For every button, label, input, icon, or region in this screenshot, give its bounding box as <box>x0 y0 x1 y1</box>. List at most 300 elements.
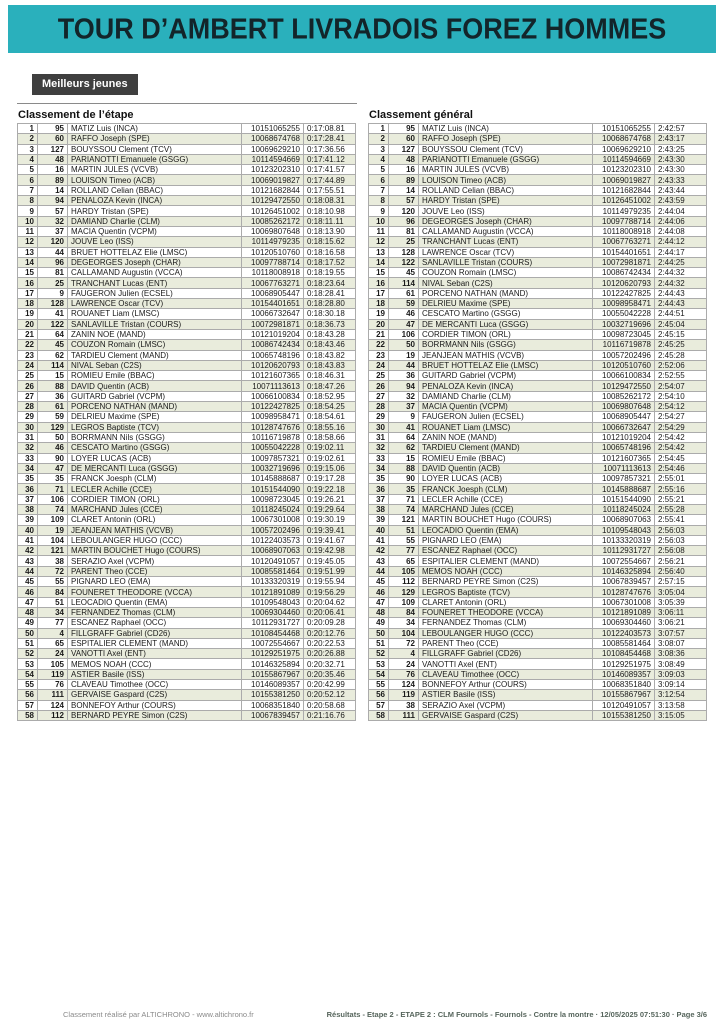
rider-name-cell: MACIA Quentin (VCPM) <box>419 402 593 412</box>
time-cell: 0:18:47.26 <box>304 381 356 391</box>
bib-cell: 32 <box>389 391 419 401</box>
uci-id-cell: 10151544090 <box>242 484 304 494</box>
time-cell: 2:54:29 <box>655 422 707 432</box>
bib-cell: 15 <box>38 371 68 381</box>
time-cell: 0:19:22.18 <box>304 484 356 494</box>
table-row <box>369 257 707 267</box>
uci-id-cell: 10085581464 <box>242 566 304 576</box>
rider-name-cell: HARDY Tristan (SPE) <box>419 196 593 206</box>
time-cell: 2:54:42 <box>655 432 707 442</box>
time-cell: 2:44:04 <box>655 206 707 216</box>
rank-cell: 52 <box>18 649 38 659</box>
bib-cell: 48 <box>389 154 419 164</box>
rider-name-cell: FAUGERON Julien (ECSEL) <box>68 288 242 298</box>
bib-cell: 89 <box>389 175 419 185</box>
rank-cell: 35 <box>18 474 38 484</box>
table-row <box>369 371 707 381</box>
table-row <box>18 412 356 422</box>
bib-cell: 74 <box>389 504 419 514</box>
time-cell: 0:18:17.52 <box>304 257 356 267</box>
table-row <box>18 700 356 710</box>
table-row <box>18 288 356 298</box>
table-row <box>18 196 356 206</box>
bib-cell: 128 <box>389 247 419 257</box>
uci-id-cell: 10065748196 <box>593 443 655 453</box>
table-row <box>18 402 356 412</box>
stage-ranking-title: Classement de l’étape <box>18 109 134 121</box>
rank-cell: 34 <box>369 463 389 473</box>
bib-cell: 94 <box>38 196 68 206</box>
rank-cell: 5 <box>18 165 38 175</box>
bib-cell: 19 <box>38 525 68 535</box>
table-row <box>18 371 356 381</box>
uci-id-cell: 10120620793 <box>593 278 655 288</box>
rank-cell: 30 <box>369 422 389 432</box>
table-row <box>18 432 356 442</box>
uci-id-cell: 10069807648 <box>593 402 655 412</box>
uci-id-cell: 10068351840 <box>242 700 304 710</box>
uci-id-cell: 10151065255 <box>242 124 304 134</box>
rider-name-cell: FERNANDEZ Thomas (CLM) <box>419 618 593 628</box>
rank-cell: 10 <box>369 216 389 226</box>
bib-cell: 51 <box>389 525 419 535</box>
table-row <box>369 628 707 638</box>
rider-name-cell: PIGNARD LEO (EMA) <box>419 535 593 545</box>
bib-cell: 55 <box>389 535 419 545</box>
uci-id-cell: 10121682844 <box>593 185 655 195</box>
table-row <box>369 422 707 432</box>
table-row <box>18 124 356 134</box>
bib-cell: 76 <box>38 680 68 690</box>
bib-cell: 34 <box>389 618 419 628</box>
time-cell: 0:20:26.88 <box>304 649 356 659</box>
bib-cell: 90 <box>389 474 419 484</box>
time-cell: 2:44:51 <box>655 309 707 319</box>
time-cell: 2:56:40 <box>655 566 707 576</box>
bib-cell: 64 <box>38 329 68 339</box>
rider-name-cell: JEANJEAN MATHIS (VCVB) <box>419 350 593 360</box>
time-cell: 3:08:07 <box>655 638 707 648</box>
rider-name-cell: ESPITALIER CLEMENT (MAND) <box>419 556 593 566</box>
bib-cell: 9 <box>38 288 68 298</box>
uci-id-cell: 10146089357 <box>242 680 304 690</box>
time-cell: 0:19:55.94 <box>304 577 356 587</box>
time-cell: 3:13:58 <box>655 700 707 710</box>
rider-name-cell: LEOCADIO Quentin (EMA) <box>419 525 593 535</box>
uci-id-cell: 10146089357 <box>593 669 655 679</box>
table-row <box>18 504 356 514</box>
rider-name-cell: MACIA Quentin (VCPM) <box>68 226 242 236</box>
table-row <box>18 515 356 525</box>
rider-name-cell: LECLER Achille (CCE) <box>68 484 242 494</box>
bib-cell: 47 <box>38 463 68 473</box>
uci-id-cell: 10121607365 <box>593 453 655 463</box>
bib-cell: 88 <box>389 463 419 473</box>
rank-cell: 24 <box>18 360 38 370</box>
rider-name-cell: DAMIAND Charlie (CLM) <box>419 391 593 401</box>
footer-results-info: Résultats - Etape 2 - ETAPE 2 : CLM Fournols - Fournols - Contre la montre · 12/05/2025 07:51:30 · Page 3/6 <box>326 1010 707 1019</box>
rank-cell: 20 <box>18 319 38 329</box>
table-row <box>369 474 707 484</box>
uci-id-cell: 10068907063 <box>593 515 655 525</box>
rank-cell: 13 <box>18 247 38 257</box>
rider-name-cell: TARDIEU Clement (MAND) <box>68 350 242 360</box>
uci-id-cell: 10120510760 <box>242 247 304 257</box>
rider-name-cell: LAWRENCE Oscar (TCV) <box>68 299 242 309</box>
rider-name-cell: JOUVE Leo (ISS) <box>419 206 593 216</box>
bib-cell: 72 <box>38 566 68 576</box>
time-cell: 2:44:17 <box>655 247 707 257</box>
uci-id-cell: 10122403573 <box>593 628 655 638</box>
time-cell: 3:08:36 <box>655 649 707 659</box>
rider-name-cell: MEMOS NOAH (CCC) <box>419 566 593 576</box>
table-row <box>369 669 707 679</box>
uci-id-cell: 10085262172 <box>593 391 655 401</box>
rank-cell: 55 <box>18 680 38 690</box>
rank-cell: 9 <box>18 206 38 216</box>
bib-cell: 111 <box>389 710 419 720</box>
rider-name-cell: BOUYSSOU Clement (TCV) <box>68 144 242 154</box>
time-cell: 3:07:57 <box>655 628 707 638</box>
uci-id-cell: 10098958471 <box>593 299 655 309</box>
table-row <box>369 134 707 144</box>
rider-name-cell: TRANCHANT Lucas (ENT) <box>419 237 593 247</box>
table-row <box>18 268 356 278</box>
rider-name-cell: FILLGRAFF Gabriel (CD26) <box>419 649 593 659</box>
table-row <box>369 196 707 206</box>
rank-cell: 42 <box>18 546 38 556</box>
table-row <box>18 309 356 319</box>
rank-cell: 54 <box>369 669 389 679</box>
table-row <box>18 340 356 350</box>
uci-id-cell: 10097857321 <box>242 453 304 463</box>
rank-cell: 36 <box>18 484 38 494</box>
bib-cell: 19 <box>389 350 419 360</box>
bib-cell: 114 <box>389 278 419 288</box>
rank-cell: 5 <box>369 165 389 175</box>
bib-cell: 128 <box>38 299 68 309</box>
table-row <box>369 144 707 154</box>
rank-cell: 18 <box>369 299 389 309</box>
time-cell: 0:18:43.28 <box>304 329 356 339</box>
rank-cell: 48 <box>18 607 38 617</box>
table-row <box>18 638 356 648</box>
bib-cell: 96 <box>38 257 68 267</box>
rank-cell: 25 <box>369 371 389 381</box>
rider-name-cell: MARTIN JULES (VCVB) <box>419 165 593 175</box>
rider-name-cell: CESCATO Martino (GSGG) <box>68 443 242 453</box>
rider-name-cell: ROUANET Liam (LMSC) <box>419 422 593 432</box>
time-cell: 2:54:42 <box>655 443 707 453</box>
time-cell: 0:17:44.89 <box>304 175 356 185</box>
bib-cell: 24 <box>389 659 419 669</box>
table-row <box>369 607 707 617</box>
rider-name-cell: ESPITALIER CLEMENT (MAND) <box>68 638 242 648</box>
time-cell: 0:18:43.46 <box>304 340 356 350</box>
rider-name-cell: DAVID Quentin (ACB) <box>419 463 593 473</box>
time-cell: 0:20:32.71 <box>304 659 356 669</box>
table-row <box>18 484 356 494</box>
time-cell: 2:44:12 <box>655 237 707 247</box>
rider-name-cell: CORDIER TIMON (ORL) <box>419 329 593 339</box>
rank-cell: 57 <box>18 700 38 710</box>
rider-name-cell: GERVAISE Gaspard (C2S) <box>419 710 593 720</box>
time-cell: 0:19:45.05 <box>304 556 356 566</box>
time-cell: 0:19:39.41 <box>304 525 356 535</box>
rank-cell: 22 <box>369 340 389 350</box>
time-cell: 2:44:43 <box>655 288 707 298</box>
table-row <box>369 247 707 257</box>
time-cell: 0:18:46.31 <box>304 371 356 381</box>
table-row <box>369 319 707 329</box>
uci-id-cell: 10121682844 <box>242 185 304 195</box>
uci-id-cell: 10154401651 <box>242 299 304 309</box>
time-cell: 2:52:06 <box>655 360 707 370</box>
bib-cell: 77 <box>38 618 68 628</box>
time-cell: 0:19:15.06 <box>304 463 356 473</box>
time-cell: 0:18:55.16 <box>304 422 356 432</box>
rider-name-cell: FRANCK Joesph (CLM) <box>419 484 593 494</box>
rider-name-cell: TRANCHANT Lucas (ENT) <box>68 278 242 288</box>
uci-id-cell: 10108454468 <box>593 649 655 659</box>
uci-id-cell: 10067839457 <box>593 577 655 587</box>
bib-cell: 127 <box>389 144 419 154</box>
time-cell: 2:55:41 <box>655 515 707 525</box>
rider-name-cell: LOUISON Timeo (ACB) <box>419 175 593 185</box>
time-cell: 2:52:55 <box>655 371 707 381</box>
rider-name-cell: LEGROS Baptiste (TCV) <box>68 422 242 432</box>
uci-id-cell: 10155381250 <box>242 690 304 700</box>
bib-cell: 109 <box>389 597 419 607</box>
uci-id-cell: 10098723045 <box>242 494 304 504</box>
rider-name-cell: PENALOZA Kevin (INCA) <box>419 381 593 391</box>
time-cell: 3:12:54 <box>655 690 707 700</box>
time-cell: 2:54:10 <box>655 391 707 401</box>
time-cell: 0:20:04.62 <box>304 597 356 607</box>
time-cell: 2:44:32 <box>655 278 707 288</box>
uci-id-cell: 10071113613 <box>242 381 304 391</box>
bib-cell: 46 <box>389 309 419 319</box>
rider-name-cell: ASTIER Basile (ISS) <box>419 690 593 700</box>
footer-credit: Classement réalisé par ALTICHRONO - www.altichrono.fr <box>63 1010 254 1019</box>
rank-cell: 43 <box>369 556 389 566</box>
table-row <box>369 546 707 556</box>
time-cell: 0:18:11.11 <box>304 216 356 226</box>
bib-cell: 74 <box>38 504 68 514</box>
rank-cell: 8 <box>369 196 389 206</box>
table-row <box>18 494 356 504</box>
uci-id-cell: 10055042228 <box>593 309 655 319</box>
bib-cell: 60 <box>389 134 419 144</box>
rider-name-cell: ROLLAND Celian (BBAC) <box>68 185 242 195</box>
rank-cell: 11 <box>369 226 389 236</box>
rank-cell: 12 <box>369 237 389 247</box>
rank-cell: 19 <box>18 309 38 319</box>
time-cell: 0:18:08.31 <box>304 196 356 206</box>
bib-cell: 81 <box>389 226 419 236</box>
bib-cell: 46 <box>38 443 68 453</box>
uci-id-cell: 10122427825 <box>593 288 655 298</box>
table-row <box>369 515 707 525</box>
rider-name-cell: COUZON Romain (LMSC) <box>419 268 593 278</box>
time-cell: 0:20:22.53 <box>304 638 356 648</box>
uci-id-cell: 10146325894 <box>242 659 304 669</box>
table-row <box>18 185 356 195</box>
uci-id-cell: 10155867967 <box>593 690 655 700</box>
rank-cell: 10 <box>18 216 38 226</box>
table-row <box>18 680 356 690</box>
rank-cell: 8 <box>18 196 38 206</box>
rank-cell: 1 <box>18 124 38 134</box>
rank-cell: 49 <box>18 618 38 628</box>
table-row <box>18 577 356 587</box>
time-cell: 2:43:30 <box>655 154 707 164</box>
time-cell: 0:18:23.64 <box>304 278 356 288</box>
rider-name-cell: GUITARD Gabriel (VCPM) <box>68 391 242 401</box>
table-row <box>18 154 356 164</box>
table-row <box>369 710 707 720</box>
rank-cell: 29 <box>369 412 389 422</box>
uci-id-cell: 10057202496 <box>593 350 655 360</box>
general-ranking-title: Classement général <box>369 109 473 121</box>
rider-name-cell: FOUNERET THEODORE (VCCA) <box>419 607 593 617</box>
bib-cell: 95 <box>389 124 419 134</box>
bib-cell: 94 <box>389 381 419 391</box>
bib-cell: 34 <box>38 607 68 617</box>
rider-name-cell: DAMIAND Charlie (CLM) <box>68 216 242 226</box>
rank-cell: 28 <box>369 402 389 412</box>
rider-name-cell: LECLER Achille (CCE) <box>419 494 593 504</box>
uci-id-cell: 10068674768 <box>242 134 304 144</box>
bib-cell: 44 <box>389 360 419 370</box>
rank-cell: 30 <box>18 422 38 432</box>
bib-cell: 38 <box>38 556 68 566</box>
bib-cell: 120 <box>389 206 419 216</box>
rank-cell: 35 <box>369 474 389 484</box>
time-cell: 2:55:01 <box>655 474 707 484</box>
table-row <box>18 350 356 360</box>
bib-cell: 124 <box>38 700 68 710</box>
rider-name-cell: BOUYSSOU Clement (TCV) <box>419 144 593 154</box>
bib-cell: 51 <box>38 597 68 607</box>
table-row <box>18 278 356 288</box>
rank-cell: 28 <box>18 402 38 412</box>
table-row <box>369 278 707 288</box>
time-cell: 0:18:10.98 <box>304 206 356 216</box>
table-row <box>18 649 356 659</box>
uci-id-cell: 10066732647 <box>593 422 655 432</box>
uci-id-cell: 10109548043 <box>593 525 655 535</box>
rank-cell: 55 <box>369 680 389 690</box>
rider-name-cell: SANLAVILLE Tristan (COURS) <box>68 319 242 329</box>
divider <box>17 103 357 104</box>
uci-id-cell: 10121607365 <box>242 371 304 381</box>
time-cell: 3:06:21 <box>655 618 707 628</box>
uci-id-cell: 10133320319 <box>242 577 304 587</box>
time-cell: 0:17:41.12 <box>304 154 356 164</box>
rank-cell: 27 <box>18 391 38 401</box>
uci-id-cell: 10109548043 <box>242 597 304 607</box>
rank-cell: 47 <box>369 597 389 607</box>
uci-id-cell: 10128747676 <box>593 587 655 597</box>
table-row <box>18 556 356 566</box>
time-cell: 0:21:16.76 <box>304 710 356 720</box>
bib-cell: 105 <box>38 659 68 669</box>
uci-id-cell: 10114594669 <box>593 154 655 164</box>
rank-cell: 46 <box>18 587 38 597</box>
uci-id-cell: 10069304460 <box>593 618 655 628</box>
uci-id-cell: 10129472550 <box>242 196 304 206</box>
time-cell: 0:18:13.90 <box>304 226 356 236</box>
rank-cell: 26 <box>369 381 389 391</box>
rider-name-cell: PARENT Theo (CCE) <box>68 566 242 576</box>
bib-cell: 45 <box>389 268 419 278</box>
bib-cell: 81 <box>38 268 68 278</box>
bib-cell: 36 <box>389 371 419 381</box>
time-cell: 2:43:25 <box>655 144 707 154</box>
table-row <box>369 525 707 535</box>
bib-cell: 61 <box>38 402 68 412</box>
table-row <box>369 566 707 576</box>
time-cell: 0:20:09.28 <box>304 618 356 628</box>
uci-id-cell: 10072981871 <box>593 257 655 267</box>
time-cell: 2:42:57 <box>655 124 707 134</box>
time-cell: 0:19:02.11 <box>304 443 356 453</box>
table-row <box>369 154 707 164</box>
bib-cell: 104 <box>38 535 68 545</box>
rank-cell: 44 <box>18 566 38 576</box>
table-row <box>18 525 356 535</box>
bib-cell: 59 <box>389 299 419 309</box>
uci-id-cell: 10129251975 <box>593 659 655 669</box>
uci-id-cell: 10067301008 <box>593 597 655 607</box>
rank-cell: 31 <box>18 432 38 442</box>
rider-name-cell: COUZON Romain (LMSC) <box>68 340 242 350</box>
table-row <box>369 165 707 175</box>
table-row <box>369 577 707 587</box>
rider-name-cell: DE MERCANTI Luca (GSGG) <box>68 463 242 473</box>
bib-cell: 129 <box>38 422 68 432</box>
time-cell: 0:18:36.73 <box>304 319 356 329</box>
bib-cell: 61 <box>389 288 419 298</box>
bib-cell: 14 <box>389 185 419 195</box>
uci-id-cell: 10069629210 <box>593 144 655 154</box>
rank-cell: 46 <box>369 587 389 597</box>
uci-id-cell: 10098723045 <box>593 329 655 339</box>
bib-cell: 50 <box>38 432 68 442</box>
uci-id-cell: 10065748196 <box>242 350 304 360</box>
table-row <box>369 391 707 401</box>
table-row <box>18 329 356 339</box>
bib-cell: 62 <box>38 350 68 360</box>
rider-name-cell: HARDY Tristan (SPE) <box>68 206 242 216</box>
time-cell: 0:18:54.25 <box>304 402 356 412</box>
rank-cell: 3 <box>369 144 389 154</box>
rider-name-cell: FRANCK Joesph (CLM) <box>68 474 242 484</box>
bib-cell: 62 <box>389 443 419 453</box>
rank-cell: 6 <box>18 175 38 185</box>
bib-cell: 25 <box>38 278 68 288</box>
bib-cell: 45 <box>38 340 68 350</box>
table-row <box>369 402 707 412</box>
rank-cell: 41 <box>369 535 389 545</box>
uci-id-cell: 10097788714 <box>593 216 655 226</box>
time-cell: 0:18:16.58 <box>304 247 356 257</box>
time-cell: 0:17:28.41 <box>304 134 356 144</box>
rank-cell: 48 <box>369 607 389 617</box>
time-cell: 2:43:33 <box>655 175 707 185</box>
rider-name-cell: TARDIEU Clement (MAND) <box>419 443 593 453</box>
